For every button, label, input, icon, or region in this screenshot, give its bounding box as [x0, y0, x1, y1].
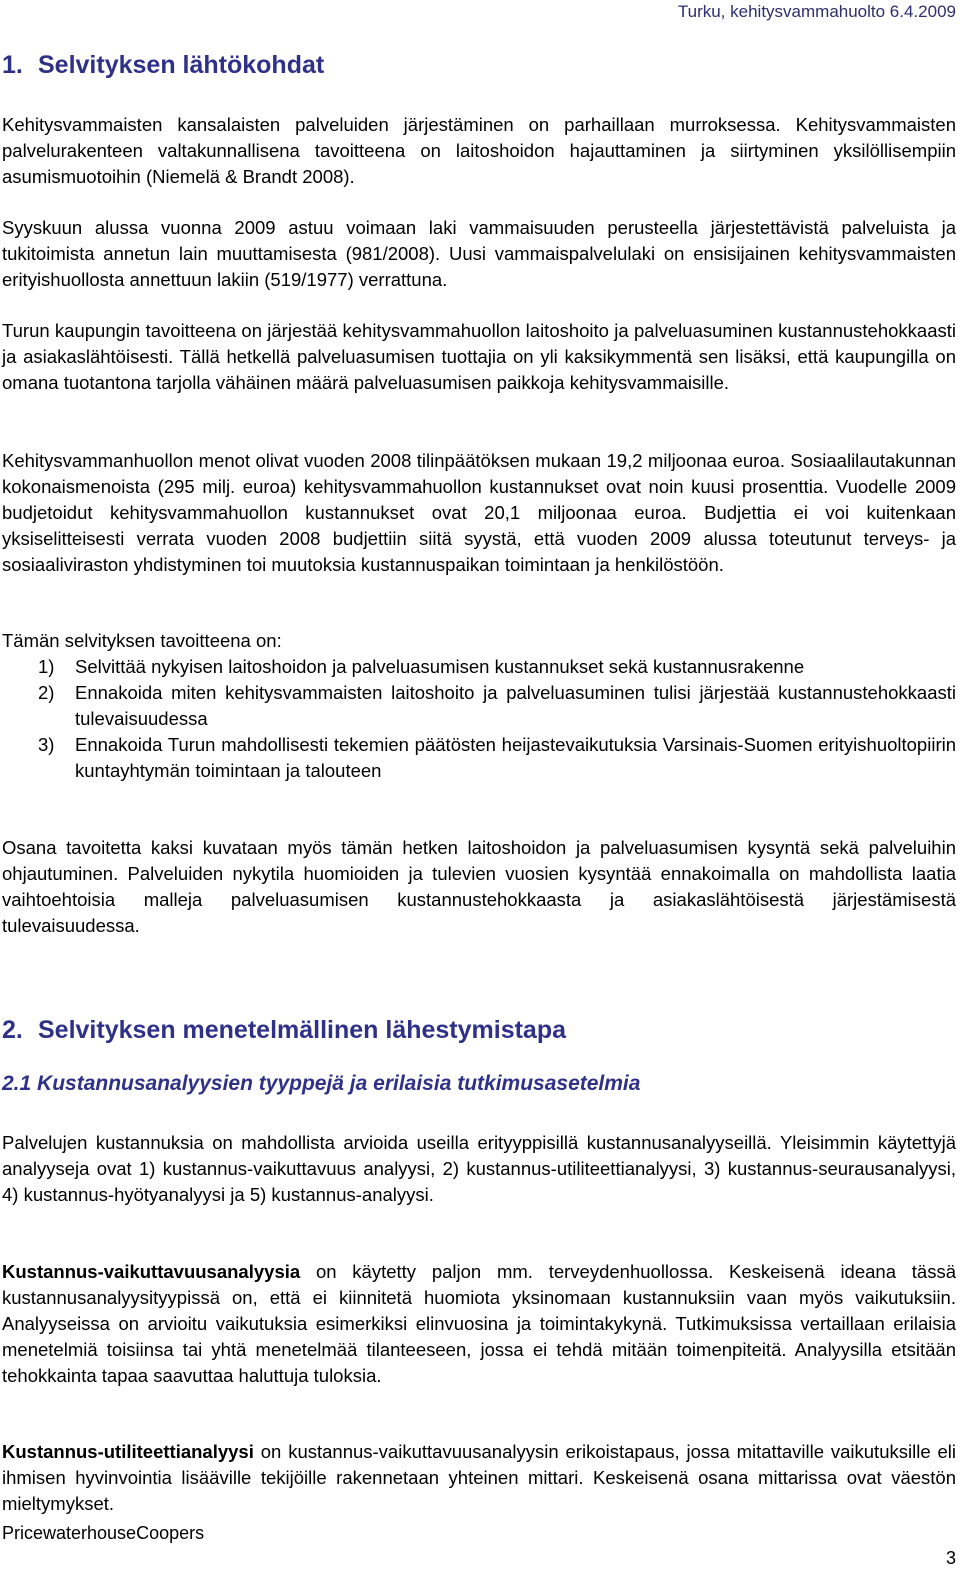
- section-1-paragraph-4: Kehitysvammanhuollon menot olivat vuoden 2008 tilinpäätöksen mukaan 19,2 miljoonaa euroa. Sosiaalilautakunnan kokonaismenoista (295 milj. euroa) kehitysvammahuollon kustannukset ovat noin kuusi prosenttia. Vuodelle 2009 budjetoidut kehitysvammahuollon kustannukset ovat 20,1 miljoonaa euroa. Budjettia ei voi kuitenkaan yksiselitteisesti verrata vuoden 2008 budjettiin siitä syystä, että vuoden 2009 alussa toteutunut terveys- ja sosiaaliviraston yhdistyminen toi muutoksia kustannuspaikan toimintaan ja henkilöstöön.: [2, 450, 956, 575]
- header-place-date: Turku, kehitysvammahuolto 6.4.2009: [677, 2, 956, 21]
- goals-intro: Tämän selvityksen tavoitteena on:: [2, 630, 282, 651]
- list-item-text: Selvittää nykyisen laitoshoidon ja palveluasumisen kustannukset sekä kustannusrakenne: [75, 656, 805, 677]
- list-item-number: 2): [38, 681, 55, 703]
- goals-list: [2, 654, 956, 784]
- section-1-heading: [2, 50, 324, 80]
- list-item: [2, 654, 956, 680]
- section-2-number: 2.: [2, 1016, 23, 1044]
- list-item-number: 1): [38, 656, 55, 677]
- section-1-title: Selvityksen lähtökohdat: [38, 51, 325, 79]
- list-item-number: 3): [38, 733, 55, 755]
- section-2-title: Selvityksen menetelmällinen lähestymistapa: [38, 1016, 567, 1044]
- footer-company: PricewaterhouseCoopers: [2, 1523, 205, 1543]
- list-item-text: Ennakoida Turun mahdollisesti tekemien päätösten heijastevaikutuksia Varsinais-Suomen erityishuoltopiirin kuntayhtymän toimintaan ja talouteen: [75, 733, 956, 781]
- section-2-paragraph-1: Palvelujen kustannuksia on mahdollista arvioida useilla erityyppisillä kustannusanalyyseillä. Yleisimmin käytettyjä analyyseja ovat 1) kustannus-vaikuttavuus analyysi, 2) kustannus-utiliteettianalyysi, 3) kustannus-seurausanalyysi, 4) kustannus-hyötyanalyysi ja 5) kustannus-analyysi.: [2, 1132, 956, 1205]
- term-cost-effectiveness: Kustannus-vaikuttavuusanalyysia: [2, 1261, 301, 1282]
- list-item-text: Ennakoida miten kehitysvammaisten laitoshoito ja palveluasuminen tulisi järjestää kustannustehokkaasti tulevaisuudessa: [75, 681, 956, 729]
- list-item: [2, 680, 956, 732]
- paragraph-text: on kustannus-vaikuttavuusanalyysin erikoistapaus, jossa mitattaville vaikutuksille eli ihmisen hyvinvointia lisääville tekijöille rakennetaan yhteinen mittari. Keskeisenä osana mittarissa ovat väestön mieltymykset.: [2, 1441, 956, 1514]
- list-item: [2, 732, 956, 784]
- section-1-paragraph-1: Kehitysvammaisten kansalaisten palveluiden järjestäminen on parhaillaan murroksessa. Kehitysvammaisten palvelurakenteen valtakunnallisena tavoitteena on laitoshoidon hajauttaminen ja siirtyminen yksilöllisempiin asumismuotoihin (Niemelä & Brandt 2008).: [2, 114, 956, 187]
- subsection-2-1-heading: 2.1 Kustannusanalyysien tyyppejä ja erilaisia tutkimusasetelmia: [2, 1072, 641, 1095]
- term-cost-utility: Kustannus-utiliteettianalyysi: [2, 1441, 254, 1462]
- paragraph-text: on käytetty paljon mm. terveydenhuollossa. Keskeisenä ideana tässä kustannusanalyysityypissä on, että ei kiinnitetä huomiota yksinomaan kustannuksiin vaan myös vaikutuksiin. Analyyseissa on arvioitu vaikutuksia esimerkiksi elinvuosina ja toimintakykynä. Tutkimuksissa vertaillaan erilaisia menetelmiä toisiinsa tai yhtä menetelmää tilanteeseen, jossa ei tehdä mitään toimenpiteitä. Analyysilla etsitään tehokkainta tapaa saavuttaa haluttuja tuloksia.: [2, 1261, 956, 1386]
- section-2-heading: [2, 1015, 566, 1045]
- section-2-paragraph-2: [2, 1259, 956, 1389]
- section-1-paragraph-2: Syyskuun alussa vuonna 2009 astuu voimaan laki vammaisuuden perusteella järjestettävistä palveluista ja tukitoimista annetun lain muuttamisesta (981/2008). Uusi vammaispalvelulaki on ensisijainen kehitysvammaisten erityishuollosta annettuun lakiin (519/1977) verrattuna.: [2, 217, 956, 290]
- section-1-number: 1.: [2, 51, 23, 79]
- section-1-paragraph-3: Turun kaupungin tavoitteena on järjestää kehitysvammahuollon laitoshoito ja palveluasuminen kustannustehokkaasti ja asiakaslähtöisesti. Tällä hetkellä palveluasumisen tuottajia on yli kaksikymmentä sen lisäksi, että kaupungilla on omana tuotantona tarjolla vähäinen määrä palveluasumisen paikkoja kehitysvammaisille.: [2, 320, 956, 393]
- section-1-paragraph-5: Osana tavoitetta kaksi kuvataan myös tämän hetken laitoshoidon ja palveluasumisen kysyntä sekä palveluihin ohjautuminen. Palveluiden nykytila huomioiden ja tulevien vuosien kysyntää ennakoimalla on mahdollista laatia vaihtoehtoisia malleja palveluasumisen kustannustehokkaasta ja asiakaslähtöisestä järjestämisestä tulevaisuudessa.: [2, 837, 956, 936]
- section-2-paragraph-3: [2, 1439, 956, 1517]
- page-number: 3: [945, 1548, 956, 1568]
